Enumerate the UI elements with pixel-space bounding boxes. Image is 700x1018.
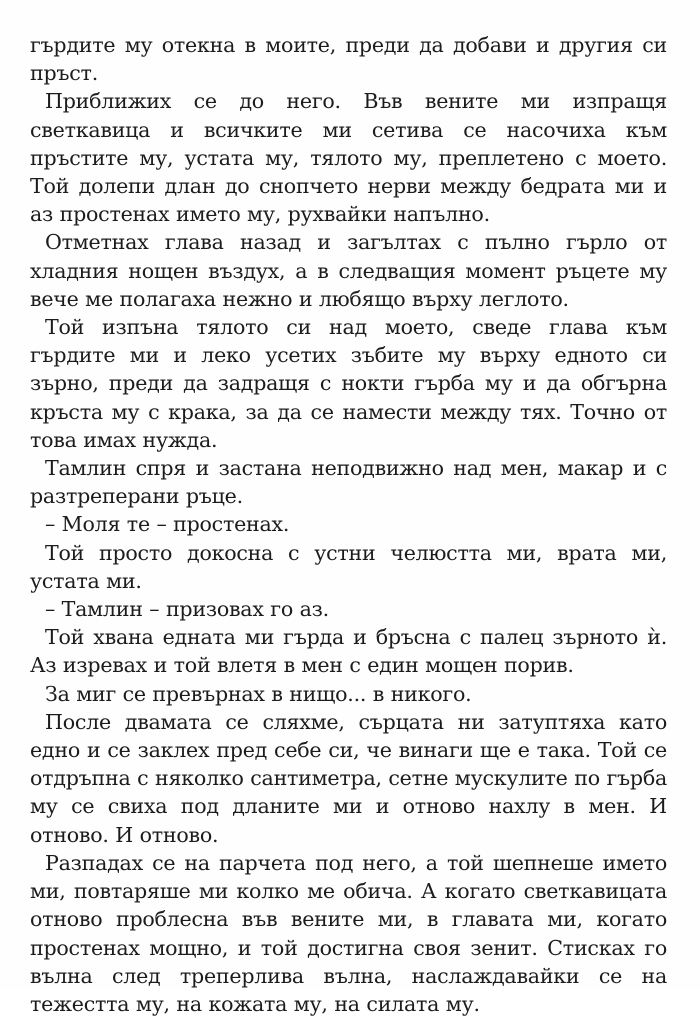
paragraph: Той изпъна тялото си над моето, сведе глава към гърдите ми и леко усетих зъбите му върху едното си зърно, преди да задращя с нокти гърба му и да обгърна кръста му с крака, за да се намести между тях. Точно от това имах нужда. [30,315,667,452]
paragraph: После двамата се сляхме, сърцата ни затуптяха като едно и се заклех пред себе си, че винаги ще е така. Той се отдръпна с няколко сантиметра, сетне мускулите по гърба му се свиха под дланите ми и отново нахлу в мен. И отново. И отново. [30,709,667,847]
paragraph: Приближих се до него. Във вените ми изпращя светкавица и всичките ми сетива се насочиха към пръстите му, устата му, тялото му, преплетено с моето. Той долепи длан до снопчето нерви между бедрата ми и аз простенах името му, рухвайки напълно. [30,89,667,227]
paragraph: Тамлин спря и застана неподвижно над мен, макар и с разтреперани ръце. [30,456,667,509]
paragraph: За миг се превърнах в нищо... в никого. [45,681,472,706]
dialogue-line: – Тамлин – призовах го аз. [45,597,329,622]
paragraph: Той хвана едната ми гърда и бръсна с палец зърното ѝ. Аз изревах и той влетя в мен с един мощен порив. [30,625,667,678]
paragraph-continued: гърдите му отекна в моите, преди да добави и другия си пръст. [30,33,667,86]
paragraph: Той просто докосна с устни челюстта ми, врата ми, устата ми. [30,540,667,593]
paragraph: Отметнах глава назад и загълтах с пълно гърло от хладния нощен въздух, а в следващия момент ръцете му вече ме полагаха нежно и любящо върху леглото. [30,230,667,311]
paragraph: Разпадах се на парчета под него, а той шепнеше името ми, повтаряше ми колко ме обича. А когато светкавицата отново проблесна във вените ми, в главата ми, когато простенах мощно, и той достигна своя зенит. Стисках го вълна след треперлива вълна, наслаждавайки се на тежестта му, на кожата му, на силата му. [30,850,667,1016]
page-text [30,31,667,1018]
dialogue-line: – Моля те – простенах. [45,512,290,537]
